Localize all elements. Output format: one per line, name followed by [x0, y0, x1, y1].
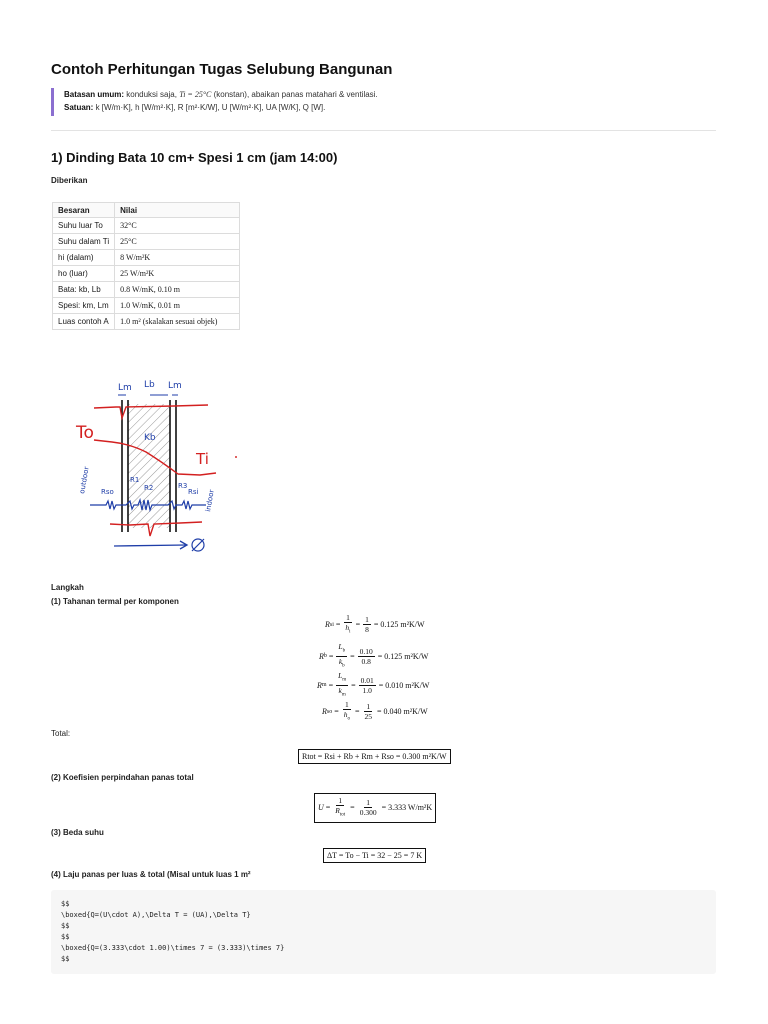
table-cell: 1.0 W/mK, 0.01 m	[115, 298, 240, 314]
table-cell: Bata: kb, Lb	[53, 282, 115, 298]
units-text: k [W/m·K], h [W/m²·K], R [m²·K/W], U [W/m²·K], UA [W/K], Q [W].	[95, 103, 326, 112]
resistance-label-r2: R2	[144, 484, 154, 492]
resistance-label-rsi: Rsi	[188, 488, 199, 496]
resistance-label-r1: R1	[130, 476, 140, 484]
constraints-line	[64, 88, 471, 101]
indoor-temperature-label: Ti	[196, 450, 209, 468]
equation-rb: R b = $\frac{L_b}{k_b}$ = $\frac{0.10}{0.8}$ = 0.125 m²K/W	[319, 642, 429, 668]
brick-layer	[128, 404, 170, 528]
table-cell: Spesi: km, Lm	[53, 298, 115, 314]
outdoor-temperature-label: To	[76, 423, 94, 443]
section-heading: 1) Dinding Bata 10 cm+ Spesi 1 cm (jam 14:00)	[51, 150, 338, 165]
outdoor-label: outdoor	[78, 466, 91, 495]
sketch-label-lb: Lb	[144, 380, 155, 390]
code-line: $$	[61, 955, 70, 963]
step1-label: (1) Tahanan termal per komponen	[51, 597, 179, 606]
rsi-result: = 0.125 m²K/W	[373, 620, 425, 630]
step4-label: (4) Laju panas per luas & total (Misal untuk luas 1 m²	[51, 870, 251, 879]
table-cell: 25°C	[115, 234, 240, 250]
equation-rtot	[298, 749, 451, 764]
constraints-label: Batasan umum:	[64, 90, 125, 99]
given-table	[52, 202, 240, 330]
rm-result: = 0.010 m²K/W	[378, 680, 430, 690]
code-line: \boxed{Q=(3.333\cdot 1.00)\times 7 = (3.333)\times 7}	[61, 944, 285, 952]
resistance-label-r3: R3	[178, 482, 188, 490]
sketch-label-lm-right: Lm	[168, 381, 182, 391]
code-line: $$	[61, 900, 70, 908]
steps-label: Langkah	[51, 583, 84, 592]
latex-code-block	[51, 890, 716, 974]
units-line	[64, 101, 471, 114]
table-cell: hi (dalam)	[53, 250, 115, 266]
sketch-label-lm-left: Lm	[118, 383, 132, 393]
resistance-label-rso: Rso	[101, 488, 114, 496]
table-header: Besaran	[53, 203, 115, 218]
bottom-temperature-line	[110, 522, 202, 536]
table-cell: 8 W/m²K	[115, 250, 240, 266]
page-title: Contoh Perhitungan Tugas Selubung Bangunan	[51, 61, 393, 78]
code-line: \boxed{Q=(U\cdot A),\Delta T = (UA),\Delta T}	[61, 911, 251, 919]
table-cell: 1.0 m² (skalakan sesuai objek)	[115, 314, 240, 330]
given-label: Diberikan	[51, 176, 88, 185]
table-row	[53, 266, 240, 282]
equation-dt	[323, 848, 426, 863]
table-cell: ho (luar)	[53, 266, 115, 282]
table-row	[53, 298, 240, 314]
divider	[51, 130, 716, 131]
table-cell: Suhu luar To	[53, 218, 115, 234]
u-result: = 3.333 W/m²K	[381, 803, 433, 813]
code-line: $$	[61, 933, 70, 941]
heat-flow-arrow	[114, 545, 186, 546]
table-row	[53, 234, 240, 250]
table-header-row	[53, 203, 240, 218]
table-row	[53, 250, 240, 266]
rso-result: = 0.040 m²K/W	[377, 707, 428, 717]
table-cell: 25 W/m²K	[115, 266, 240, 282]
constraints-math: Ti = 25°C	[179, 90, 212, 99]
general-constraints-note	[51, 88, 471, 116]
step3-label: (3) Beda suhu	[51, 828, 104, 837]
equation-u	[314, 793, 436, 823]
units-label: Satuan:	[64, 103, 94, 112]
table-row	[53, 314, 240, 330]
table-cell: Luas contoh A	[53, 314, 115, 330]
rtot-box: Rtot = Rsi + Rb + Rm + Rso = 0.300 m²K/W	[298, 749, 451, 764]
rb-result: = 0.125 m²K/W	[377, 651, 429, 661]
step2-label: (2) Koefisien perpindahan panas total	[51, 773, 194, 782]
table-header: Nilai	[115, 203, 240, 218]
table-cell: 0.8 W/mK, 0.10 m	[115, 282, 240, 298]
equation-rm: R m = $\frac{L_m}{k_m}$ = $\frac{0.01}{1.0}$ = 0.010 m²K/W	[317, 671, 430, 697]
equation-rsi: R si = $\frac{1}{h_i}$ = $\frac{1}{8}$ = 0.125 m²K/W	[325, 613, 425, 635]
total-label: Total:	[51, 729, 71, 738]
table-cell: Suhu dalam Ti	[53, 234, 115, 250]
constraints-text-b: (konstan), abaikan panas matahari & ventilasi.	[213, 90, 378, 99]
dt-box: ΔT = To − Ti = 32 − 25 = 7 K	[323, 848, 426, 863]
constraints-text-a: konduksi saja,	[126, 90, 177, 99]
indoor-label: indoor	[204, 489, 216, 513]
equation-rso: R so = $\frac{1}{h_o}$ = $\frac{1}{25}$ = 0.040 m²K/W	[322, 700, 428, 722]
sketch-label-kb: Kb	[144, 433, 156, 443]
table-row	[53, 282, 240, 298]
table-row	[53, 218, 240, 234]
table-cell: 32°C	[115, 218, 240, 234]
u-box: U = $\frac{1}{R_{tot}}$ = $\frac{1}{0.300}$ = 3.333 W/m²K	[314, 793, 436, 823]
wall-section-sketch	[70, 370, 245, 560]
code-line: $$	[61, 922, 70, 930]
